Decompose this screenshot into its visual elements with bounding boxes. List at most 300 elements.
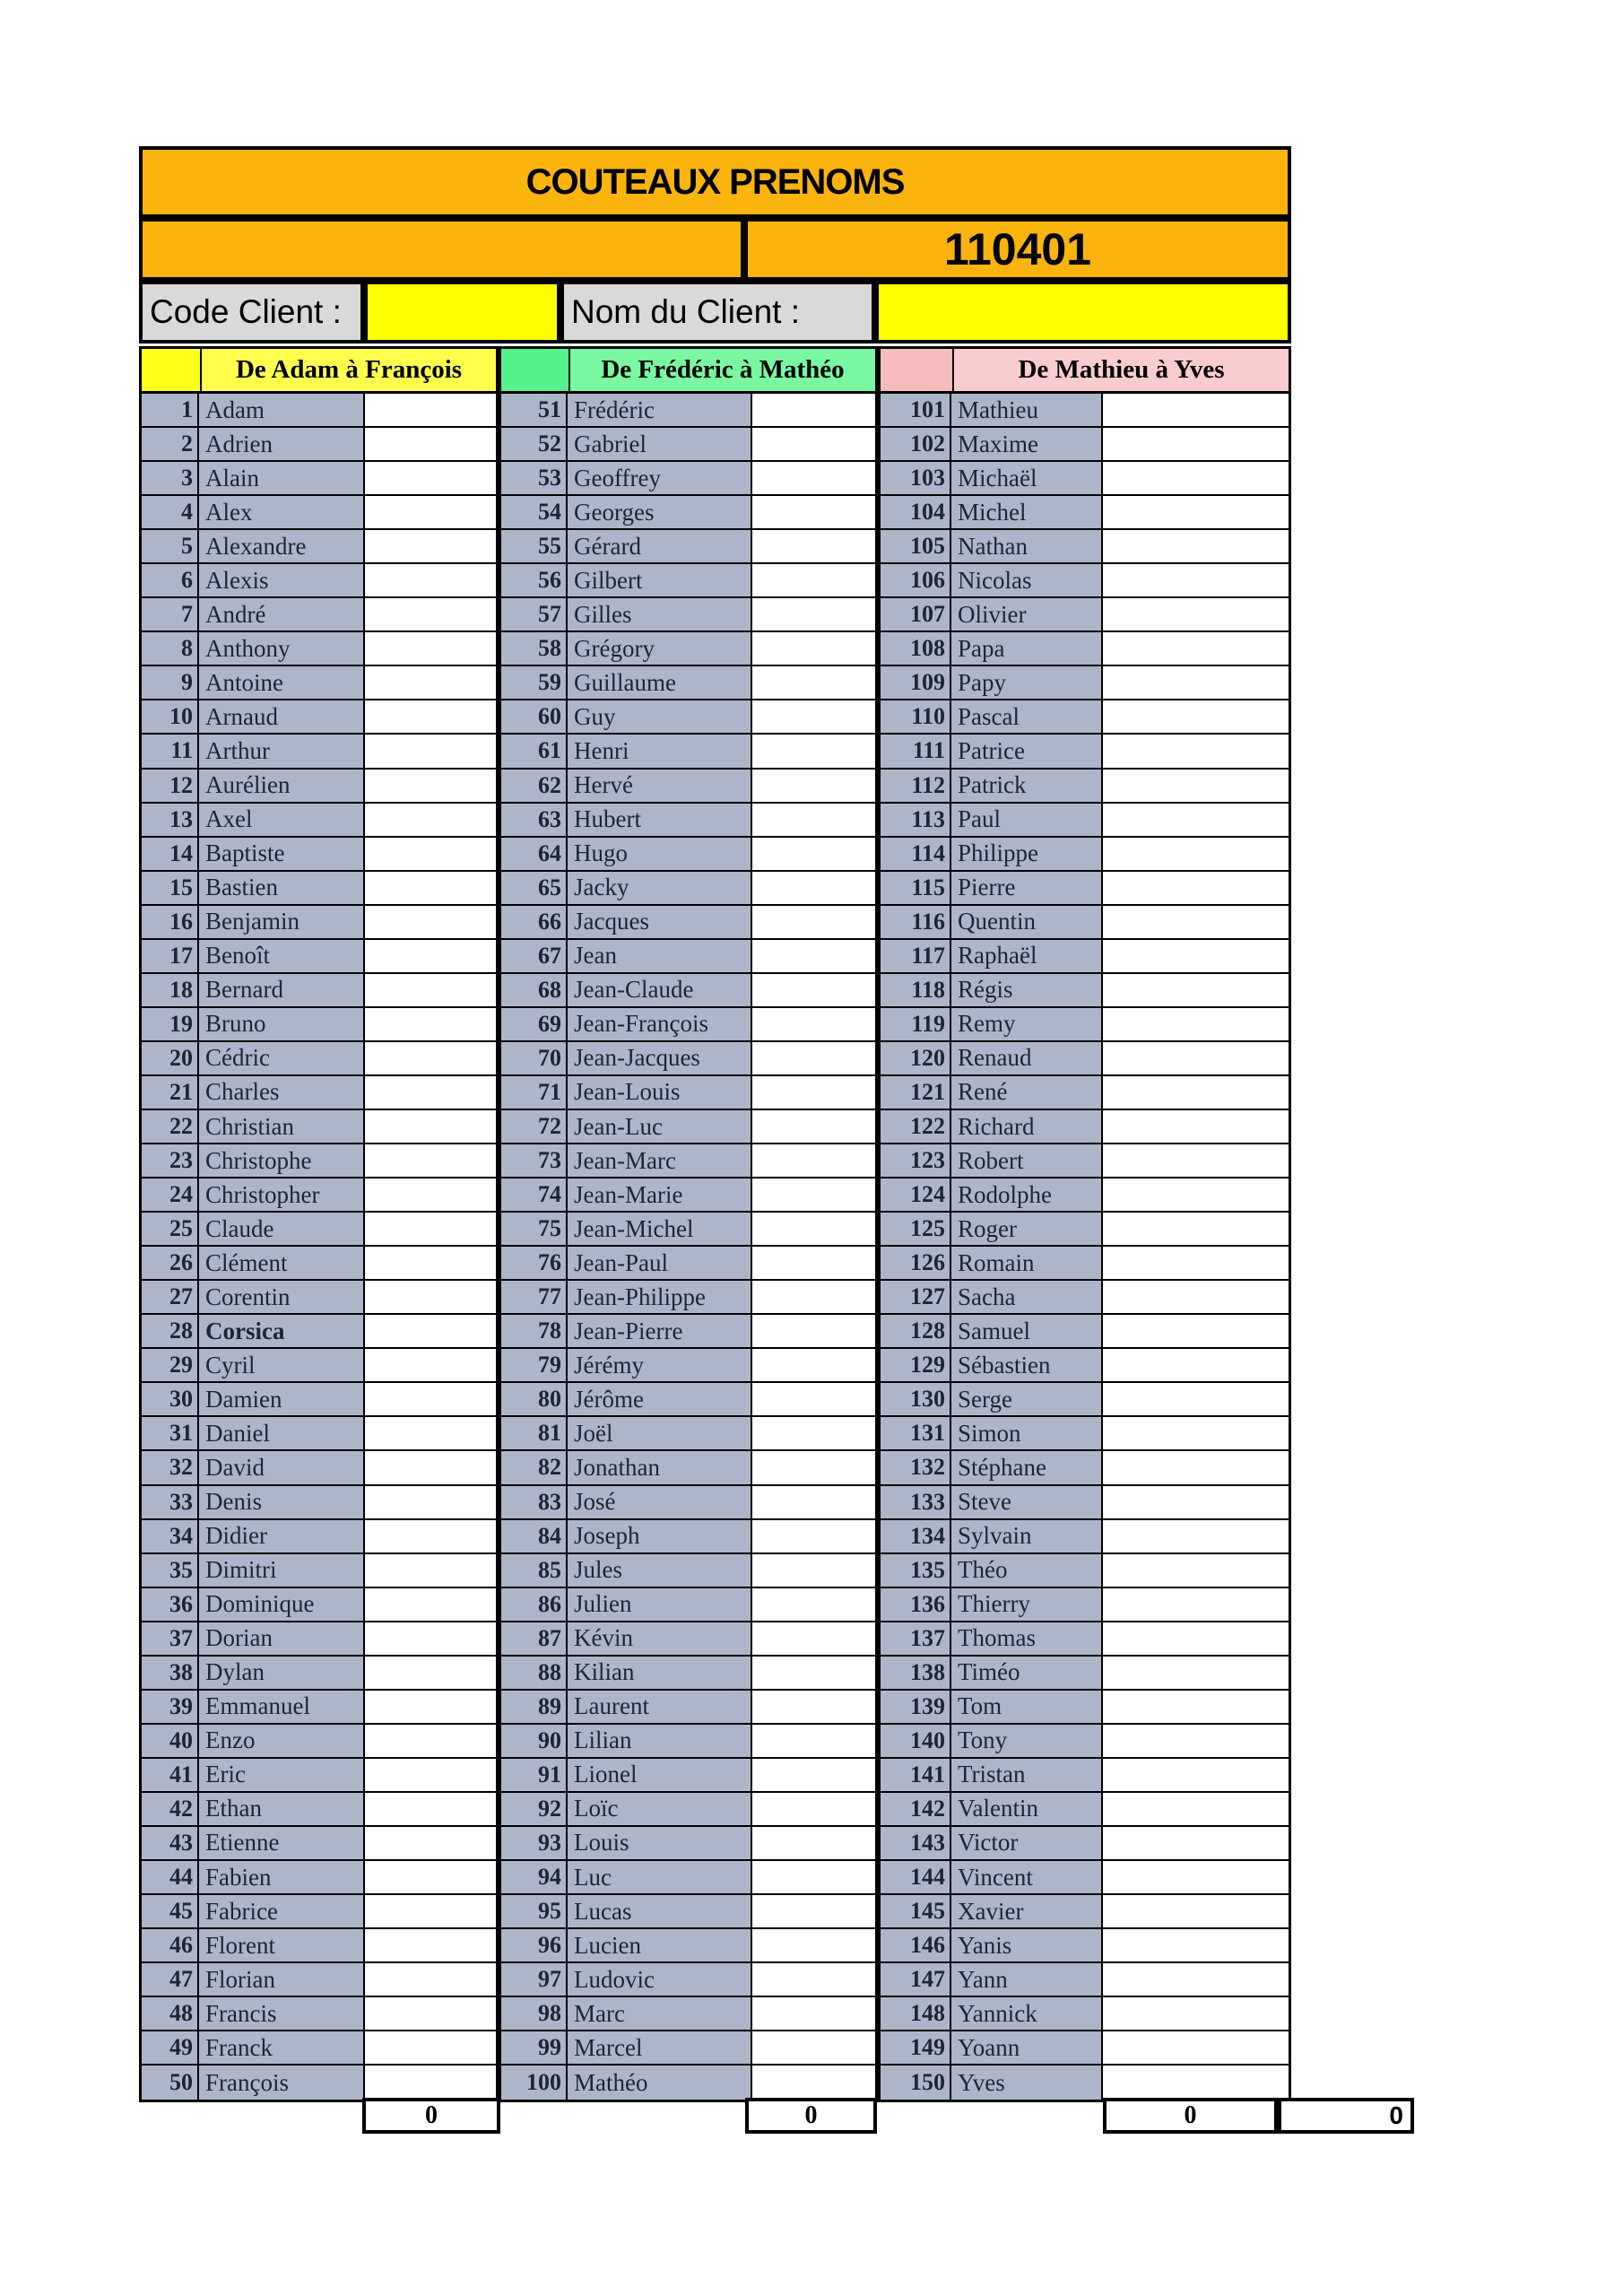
quantity-cell[interactable]	[1103, 1008, 1289, 1042]
row-number: 32	[142, 1451, 199, 1485]
table-row	[142, 1929, 496, 1963]
quantity-cell[interactable]	[365, 1725, 496, 1759]
row-name: Adrien	[199, 428, 365, 462]
quantity-cell[interactable]	[1103, 1042, 1289, 1076]
quantity-cell[interactable]	[365, 838, 496, 872]
row-name: Guillaume	[568, 666, 752, 700]
quantity-cell[interactable]	[1103, 1997, 1289, 2031]
quantity-cell[interactable]	[752, 1622, 875, 1657]
row-number: 66	[501, 906, 568, 940]
row-name: Corsica	[199, 1315, 365, 1349]
row-number: 116	[881, 906, 951, 940]
quantity-cell[interactable]	[752, 2066, 875, 2100]
row-number: 29	[142, 1349, 199, 1383]
row-name: Ludovic	[568, 1963, 752, 1997]
table-row	[501, 1076, 875, 1110]
quantity-cell[interactable]	[365, 974, 496, 1008]
table-row	[142, 1042, 496, 1076]
table-row	[501, 428, 875, 462]
quantity-cell[interactable]	[365, 1178, 496, 1213]
quantity-cell[interactable]	[1103, 1827, 1289, 1861]
row-number: 106	[881, 564, 951, 598]
quantity-cell[interactable]	[752, 1861, 875, 1895]
row-name: Eric	[199, 1759, 365, 1793]
quantity-cell[interactable]	[752, 1144, 875, 1178]
row-name: Damien	[199, 1383, 365, 1417]
quantity-cell[interactable]	[752, 838, 875, 872]
quantity-cell[interactable]	[1103, 1076, 1289, 1110]
quantity-cell[interactable]	[365, 1997, 496, 2031]
quantity-cell[interactable]	[752, 1793, 875, 1827]
quantity-cell[interactable]	[752, 1759, 875, 1793]
quantity-cell[interactable]	[365, 2066, 496, 2100]
row-name: Jacques	[568, 906, 752, 940]
quantity-cell[interactable]	[365, 1895, 496, 1929]
row-name: Anthony	[199, 632, 365, 666]
table-row	[142, 804, 496, 838]
table-row	[501, 1281, 875, 1315]
row-number: 128	[881, 1315, 951, 1349]
table-row	[142, 598, 496, 632]
quantity-cell[interactable]	[365, 804, 496, 838]
quantity-cell[interactable]	[1103, 770, 1289, 804]
row-number: 27	[142, 1281, 199, 1315]
quantity-cell[interactable]	[1103, 1178, 1289, 1213]
row-number: 59	[501, 666, 568, 700]
row-number: 25	[142, 1213, 199, 1247]
row-number: 99	[501, 2031, 568, 2066]
row-number: 28	[142, 1315, 199, 1349]
quantity-cell[interactable]	[752, 1588, 875, 1622]
row-name: René	[951, 1076, 1103, 1110]
row-number: 113	[881, 804, 951, 838]
row-number: 44	[142, 1861, 199, 1895]
row-name: Florian	[199, 1963, 365, 1997]
quantity-cell[interactable]	[1103, 666, 1289, 700]
quantity-cell[interactable]	[1103, 940, 1289, 974]
row-number: 91	[501, 1759, 568, 1793]
row-name: Mathieu	[951, 394, 1103, 428]
row-number: 50	[142, 2066, 199, 2100]
quantity-cell[interactable]	[752, 530, 875, 564]
quantity-cell[interactable]	[752, 974, 875, 1008]
quantity-cell[interactable]	[365, 1247, 496, 1281]
quantity-cell[interactable]	[1103, 564, 1289, 598]
quantity-cell[interactable]	[365, 1827, 496, 1861]
row-name: Daniel	[199, 1417, 365, 1451]
row-number: 123	[881, 1144, 951, 1178]
row-number: 65	[501, 872, 568, 906]
quantity-cell[interactable]	[752, 1281, 875, 1315]
row-number: 51	[501, 394, 568, 428]
nom-client-input[interactable]	[875, 281, 1291, 344]
quantity-cell[interactable]	[365, 1554, 496, 1588]
group-header-spacer	[142, 349, 202, 391]
row-number: 109	[881, 666, 951, 700]
table-row	[501, 1588, 875, 1622]
quantity-cell[interactable]	[752, 1895, 875, 1929]
quantity-cell[interactable]	[1103, 1554, 1289, 1588]
table-row	[142, 1076, 496, 1110]
table-row	[881, 1588, 1289, 1622]
quantity-cell[interactable]	[365, 940, 496, 974]
quantity-cell[interactable]	[752, 1349, 875, 1383]
row-name: Gilles	[568, 598, 752, 632]
quantity-cell[interactable]	[1103, 1657, 1289, 1691]
quantity-cell[interactable]	[752, 2031, 875, 2066]
quantity-cell[interactable]	[365, 1793, 496, 1827]
row-name: Renaud	[951, 1042, 1103, 1076]
row-number: 61	[501, 735, 568, 769]
quantity-cell[interactable]	[1103, 1247, 1289, 1281]
quantity-cell[interactable]	[1103, 1110, 1289, 1144]
quantity-cell[interactable]	[365, 1349, 496, 1383]
row-number: 43	[142, 1827, 199, 1861]
quantity-cell[interactable]	[365, 1417, 496, 1451]
row-name: Yves	[951, 2066, 1103, 2100]
quantity-cell[interactable]	[752, 1417, 875, 1451]
table-row	[881, 804, 1289, 838]
quantity-cell[interactable]	[752, 872, 875, 906]
quantity-cell[interactable]	[1103, 2031, 1289, 2066]
quantity-cell[interactable]	[1103, 1213, 1289, 1247]
row-number: 19	[142, 1008, 199, 1042]
row-number: 40	[142, 1725, 199, 1759]
quantity-cell[interactable]	[365, 1963, 496, 1997]
quantity-cell[interactable]	[365, 598, 496, 632]
quantity-cell[interactable]	[752, 735, 875, 769]
quantity-cell[interactable]	[752, 1554, 875, 1588]
row-name: Gérard	[568, 530, 752, 564]
row-number: 38	[142, 1657, 199, 1691]
row-name: Alain	[199, 462, 365, 496]
quantity-cell[interactable]	[752, 428, 875, 462]
row-name: Bernard	[199, 974, 365, 1008]
quantity-cell[interactable]	[1103, 394, 1289, 428]
row-name: Dimitri	[199, 1554, 365, 1588]
row-number: 150	[881, 2066, 951, 2100]
quantity-cell[interactable]	[1103, 1622, 1289, 1657]
row-name: Serge	[951, 1383, 1103, 1417]
table-row	[142, 1622, 496, 1657]
quantity-cell[interactable]	[365, 1383, 496, 1417]
quantity-cell[interactable]	[365, 1861, 496, 1895]
quantity-cell[interactable]	[1103, 1486, 1289, 1520]
quantity-cell[interactable]	[365, 1042, 496, 1076]
row-number: 31	[142, 1417, 199, 1451]
row-number: 121	[881, 1076, 951, 1110]
row-name: Jean-Louis	[568, 1076, 752, 1110]
quantity-cell[interactable]	[752, 564, 875, 598]
quantity-cell[interactable]	[1103, 735, 1289, 769]
row-name: Arnaud	[199, 700, 365, 735]
code-client-input[interactable]	[364, 281, 560, 344]
table-row	[501, 770, 875, 804]
quantity-cell[interactable]	[752, 1076, 875, 1110]
table-row	[501, 394, 875, 428]
table-row	[142, 496, 496, 530]
table-row	[881, 1725, 1289, 1759]
quantity-cell[interactable]	[752, 1383, 875, 1417]
quantity-cell[interactable]	[1103, 906, 1289, 940]
quantity-cell[interactable]	[1103, 1315, 1289, 1349]
quantity-cell[interactable]	[1103, 1861, 1289, 1895]
row-name: Lionel	[568, 1759, 752, 1793]
row-name: Richard	[951, 1110, 1103, 1144]
row-name: Sacha	[951, 1281, 1103, 1315]
table-row	[881, 496, 1289, 530]
quantity-cell[interactable]	[752, 1486, 875, 1520]
row-name: Charles	[199, 1076, 365, 1110]
quantity-cell[interactable]	[365, 1144, 496, 1178]
row-name: Michel	[951, 496, 1103, 530]
row-name: José	[568, 1486, 752, 1520]
row-name: Gilbert	[568, 564, 752, 598]
row-name: Lucas	[568, 1895, 752, 1929]
row-number: 72	[501, 1110, 568, 1144]
row-name: Kilian	[568, 1657, 752, 1691]
row-name: Jean-Philippe	[568, 1281, 752, 1315]
row-name: Loïc	[568, 1793, 752, 1827]
row-number: 129	[881, 1349, 951, 1383]
quantity-cell[interactable]	[365, 666, 496, 700]
quantity-cell[interactable]	[752, 1451, 875, 1485]
quantity-cell[interactable]	[365, 1588, 496, 1622]
quantity-cell[interactable]	[1103, 1691, 1289, 1725]
table-row	[881, 1178, 1289, 1213]
table-row	[881, 1520, 1289, 1554]
quantity-cell[interactable]	[1103, 1281, 1289, 1315]
row-name: François	[199, 2066, 365, 2100]
row-name: Jean-Claude	[568, 974, 752, 1008]
quantity-cell[interactable]	[1103, 1451, 1289, 1485]
row-number: 107	[881, 598, 951, 632]
table-row	[142, 838, 496, 872]
row-name: Jean-Michel	[568, 1213, 752, 1247]
table-row	[142, 1895, 496, 1929]
row-number: 88	[501, 1657, 568, 1691]
column-total: 0	[362, 2098, 500, 2134]
row-name: Hubert	[568, 804, 752, 838]
table-row	[501, 1315, 875, 1349]
quantity-cell[interactable]	[365, 1281, 496, 1315]
row-name: Roger	[951, 1213, 1103, 1247]
table-row	[881, 906, 1289, 940]
quantity-cell[interactable]	[365, 1008, 496, 1042]
row-name: Steve	[951, 1486, 1103, 1520]
row-name: Adam	[199, 394, 365, 428]
quantity-cell[interactable]	[365, 700, 496, 735]
row-number: 55	[501, 530, 568, 564]
quantity-cell[interactable]	[365, 1110, 496, 1144]
quantity-cell[interactable]	[365, 1759, 496, 1793]
quantity-cell[interactable]	[752, 1110, 875, 1144]
quantity-cell[interactable]	[1103, 496, 1289, 530]
table-row	[501, 1725, 875, 1759]
table-row	[142, 1725, 496, 1759]
row-number: 142	[881, 1793, 951, 1827]
quantity-cell[interactable]	[365, 1929, 496, 1963]
quantity-cell[interactable]	[365, 632, 496, 666]
quantity-cell[interactable]	[1103, 838, 1289, 872]
row-name: Arthur	[199, 735, 365, 769]
quantity-cell[interactable]	[752, 1997, 875, 2031]
table-row	[881, 1247, 1289, 1281]
row-number: 48	[142, 1997, 199, 2031]
quantity-cell[interactable]	[1103, 2066, 1289, 2100]
quantity-cell[interactable]	[752, 1963, 875, 1997]
quantity-cell[interactable]	[752, 770, 875, 804]
quantity-cell[interactable]	[365, 1691, 496, 1725]
table-row	[142, 1315, 496, 1349]
quantity-cell[interactable]	[752, 1520, 875, 1554]
row-name: Florent	[199, 1929, 365, 1963]
quantity-cell[interactable]	[365, 428, 496, 462]
row-name: Papa	[951, 632, 1103, 666]
table-row	[142, 2066, 496, 2100]
quantity-cell[interactable]	[752, 1929, 875, 1963]
quantity-cell[interactable]	[1103, 1588, 1289, 1622]
quantity-cell[interactable]	[1103, 1349, 1289, 1383]
row-name: Emmanuel	[199, 1691, 365, 1725]
row-name: Philippe	[951, 838, 1103, 872]
row-name: Jean-Marc	[568, 1144, 752, 1178]
quantity-cell[interactable]	[752, 1315, 875, 1349]
quantity-cell[interactable]	[752, 940, 875, 974]
table-row	[142, 1861, 496, 1895]
quantity-cell[interactable]	[752, 906, 875, 940]
quantity-cell[interactable]	[1103, 1759, 1289, 1793]
group-header: De Adam à François	[202, 349, 496, 391]
quantity-cell[interactable]	[1103, 1929, 1289, 1963]
quantity-cell[interactable]	[1103, 598, 1289, 632]
table-row	[501, 1759, 875, 1793]
row-number: 70	[501, 1042, 568, 1076]
quantity-cell[interactable]	[365, 906, 496, 940]
table-row	[881, 632, 1289, 666]
row-number: 49	[142, 2031, 199, 2066]
table-row	[501, 1895, 875, 1929]
table-row	[501, 598, 875, 632]
row-name: Benjamin	[199, 906, 365, 940]
quantity-cell[interactable]	[365, 1076, 496, 1110]
quantity-cell[interactable]	[752, 1042, 875, 1076]
row-name: Jean-Luc	[568, 1110, 752, 1144]
row-number: 23	[142, 1144, 199, 1178]
quantity-cell[interactable]	[1103, 1417, 1289, 1451]
quantity-cell[interactable]	[1103, 1144, 1289, 1178]
quantity-cell[interactable]	[365, 1657, 496, 1691]
quantity-cell[interactable]	[365, 1486, 496, 1520]
row-number: 111	[881, 735, 951, 769]
row-name: Claude	[199, 1213, 365, 1247]
row-name: Gabriel	[568, 428, 752, 462]
quantity-cell[interactable]	[365, 496, 496, 530]
quantity-cell[interactable]	[365, 564, 496, 598]
table-row	[881, 974, 1289, 1008]
name-table	[499, 391, 878, 2102]
row-number: 83	[501, 1486, 568, 1520]
quantity-cell[interactable]	[365, 770, 496, 804]
quantity-cell[interactable]	[752, 804, 875, 838]
quantity-cell[interactable]	[752, 1008, 875, 1042]
quantity-cell[interactable]	[752, 1725, 875, 1759]
row-name: Tony	[951, 1725, 1103, 1759]
row-name: Fabien	[199, 1861, 365, 1895]
quantity-cell[interactable]	[1103, 530, 1289, 564]
quantity-cell[interactable]	[1103, 872, 1289, 906]
quantity-cell[interactable]	[1103, 700, 1289, 735]
row-number: 149	[881, 2031, 951, 2066]
quantity-cell[interactable]	[752, 1691, 875, 1725]
quantity-cell[interactable]	[752, 1247, 875, 1281]
row-name: Denis	[199, 1486, 365, 1520]
quantity-cell[interactable]	[365, 2031, 496, 2066]
row-number: 140	[881, 1725, 951, 1759]
quantity-cell[interactable]	[1103, 804, 1289, 838]
row-name: Tristan	[951, 1759, 1103, 1793]
quantity-cell[interactable]	[365, 1315, 496, 1349]
quantity-cell[interactable]	[752, 1657, 875, 1691]
quantity-cell[interactable]	[752, 700, 875, 735]
row-number: 53	[501, 462, 568, 496]
quantity-cell[interactable]	[1103, 1895, 1289, 1929]
quantity-cell[interactable]	[1103, 462, 1289, 496]
quantity-cell[interactable]	[752, 632, 875, 666]
quantity-cell[interactable]	[1103, 428, 1289, 462]
row-number: 135	[881, 1554, 951, 1588]
quantity-cell[interactable]	[365, 394, 496, 428]
quantity-cell[interactable]	[752, 462, 875, 496]
quantity-cell[interactable]	[1103, 1383, 1289, 1417]
row-number: 138	[881, 1657, 951, 1691]
quantity-cell[interactable]	[365, 1451, 496, 1485]
quantity-cell[interactable]	[752, 1213, 875, 1247]
row-name: Georges	[568, 496, 752, 530]
quantity-cell[interactable]	[1103, 974, 1289, 1008]
row-number: 133	[881, 1486, 951, 1520]
quantity-cell[interactable]	[1103, 1725, 1289, 1759]
quantity-cell[interactable]	[365, 735, 496, 769]
quantity-cell[interactable]	[365, 462, 496, 496]
table-row	[142, 1759, 496, 1793]
table-row	[142, 1691, 496, 1725]
quantity-cell[interactable]	[365, 1622, 496, 1657]
quantity-cell[interactable]	[365, 1520, 496, 1554]
row-number: 30	[142, 1383, 199, 1417]
quantity-cell[interactable]	[752, 666, 875, 700]
row-name: Hugo	[568, 838, 752, 872]
quantity-cell[interactable]	[365, 872, 496, 906]
quantity-cell[interactable]	[1103, 1963, 1289, 1997]
quantity-cell[interactable]	[752, 598, 875, 632]
quantity-cell[interactable]	[752, 1827, 875, 1861]
quantity-cell[interactable]	[752, 1178, 875, 1213]
table-row	[501, 2031, 875, 2066]
quantity-cell[interactable]	[752, 394, 875, 428]
quantity-cell[interactable]	[1103, 632, 1289, 666]
row-number: 79	[501, 1349, 568, 1383]
quantity-cell[interactable]	[752, 496, 875, 530]
quantity-cell[interactable]	[365, 530, 496, 564]
row-name: Olivier	[951, 598, 1103, 632]
table-row	[881, 1657, 1289, 1691]
row-number: 64	[501, 838, 568, 872]
quantity-cell[interactable]	[1103, 1793, 1289, 1827]
row-name: Christopher	[199, 1178, 365, 1213]
quantity-cell[interactable]	[365, 1213, 496, 1247]
quantity-cell[interactable]	[1103, 1520, 1289, 1554]
